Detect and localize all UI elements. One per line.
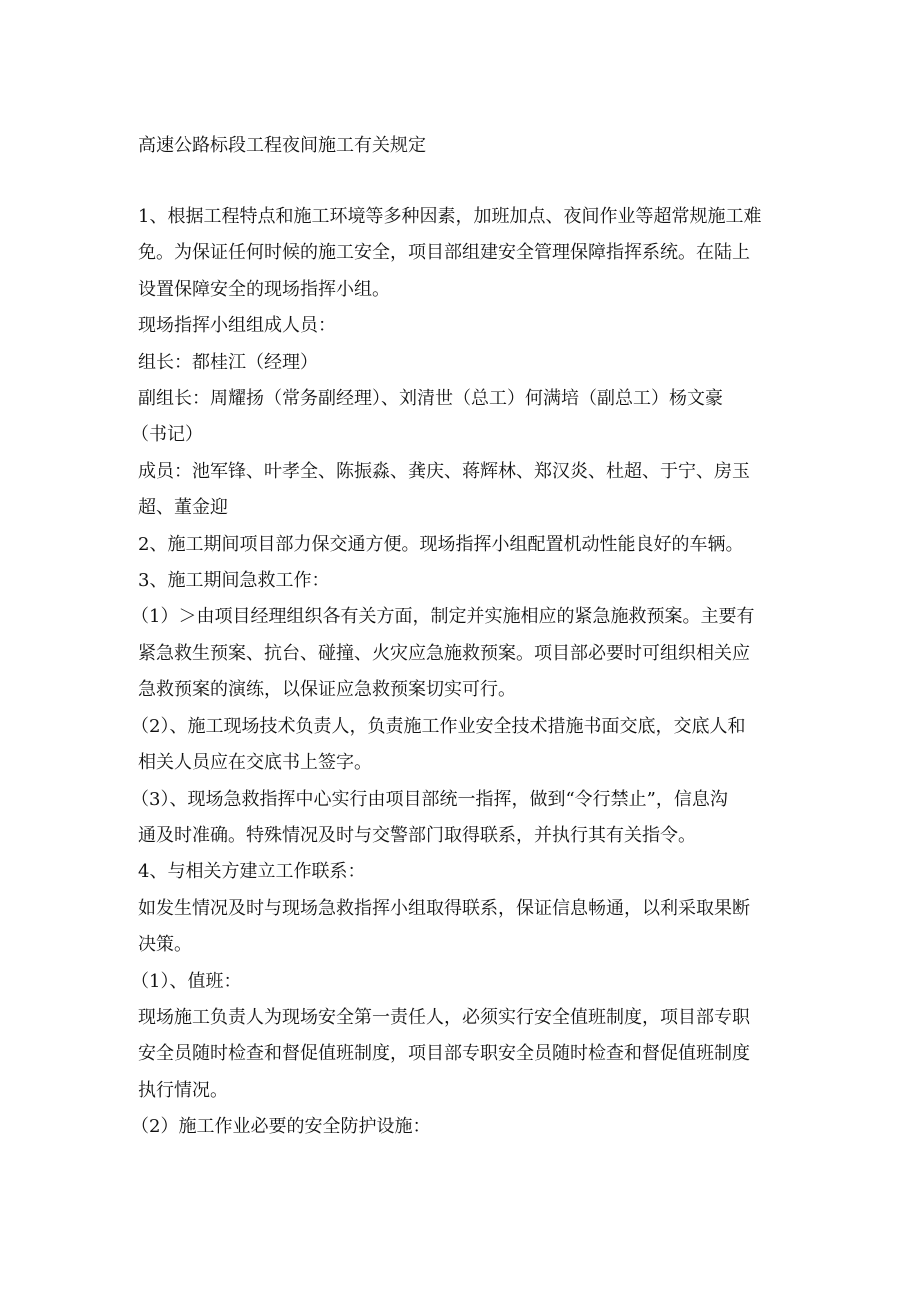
text-line: （书记）	[131, 424, 203, 446]
text-line: 执行情况。	[138, 1079, 228, 1101]
text-line: 副组长：周耀扬（常务副经理）、刘清世（总工）何满培（副总工）杨文豪	[138, 388, 723, 410]
text-line: 现场指挥小组组成人员：	[138, 315, 336, 337]
text-line: （2）、施工现场技术负责人，负责施工作业安全技术措施书面交底，交底人和	[131, 715, 746, 737]
text-line: 通及时准确。特殊情况及时与交警部门取得联系，并执行其有关指令。	[138, 824, 696, 846]
text-line: 紧急救生预案、抗台、碰撞、火灾应急施救预案。项目部必要时可组织相关应	[138, 642, 750, 664]
text-line: （3）、现场急救指挥中心实行由项目部统一指挥，做到“令行禁止”，信息沟	[131, 788, 728, 810]
text-line: 急救预案的演练，以保证应急救预案切实可行。	[138, 679, 516, 701]
text-line: 成员：池军锋、叶孝全、陈振淼、龚庆、蒋辉林、郑汉炎、杜超、于宁、房玉	[138, 460, 750, 482]
text-line: 如发生情况及时与现场急救指挥小组取得联系，保证信息畅通，以利采取果断	[138, 897, 750, 919]
text-line: （1）＞由项目经理组织各有关方面，制定并实施相应的紧急施救预案。主要有	[131, 606, 755, 628]
text-line: 相关人员应在交底书上签字。	[138, 752, 372, 774]
text-line: 2、施工期间项目部力保交通方便。现场指挥小组配置机动性能良好的车辆。	[138, 533, 744, 555]
text-line: 决策。	[138, 934, 192, 956]
text-line: （1）、值班：	[131, 970, 242, 992]
text-line: 免。为保证任何时候的施工安全，项目部组建安全管理保障指挥系统。在陆上	[138, 242, 750, 264]
text-line: 安全员随时检查和督促值班制度，项目部专职安全员随时检查和督促值班制度	[138, 1043, 750, 1065]
text-line: 4、与相关方建立工作联系：	[138, 861, 366, 883]
text-line: 设置保障安全的现场指挥小组。	[138, 278, 390, 300]
text-line: 组长：都桂江（经理）	[138, 351, 318, 373]
text-line: （2）施工作业必要的安全防护设施：	[131, 1116, 431, 1138]
text-line: 1、根据工程特点和施工环境等多种因素，加班加点、夜间作业等超常规施工难	[138, 206, 762, 227]
text-line: 现场施工负责人为现场安全第一责任人，必须实行安全值班制度，项目部专职	[138, 1006, 750, 1028]
document-body	[131, 199, 788, 1146]
text-line: 3、施工期间急救工作：	[138, 570, 330, 592]
document-title: 高速公路标段工程夜间施工有关规定	[138, 135, 426, 156]
text-line: 超、董金迎	[138, 497, 228, 519]
